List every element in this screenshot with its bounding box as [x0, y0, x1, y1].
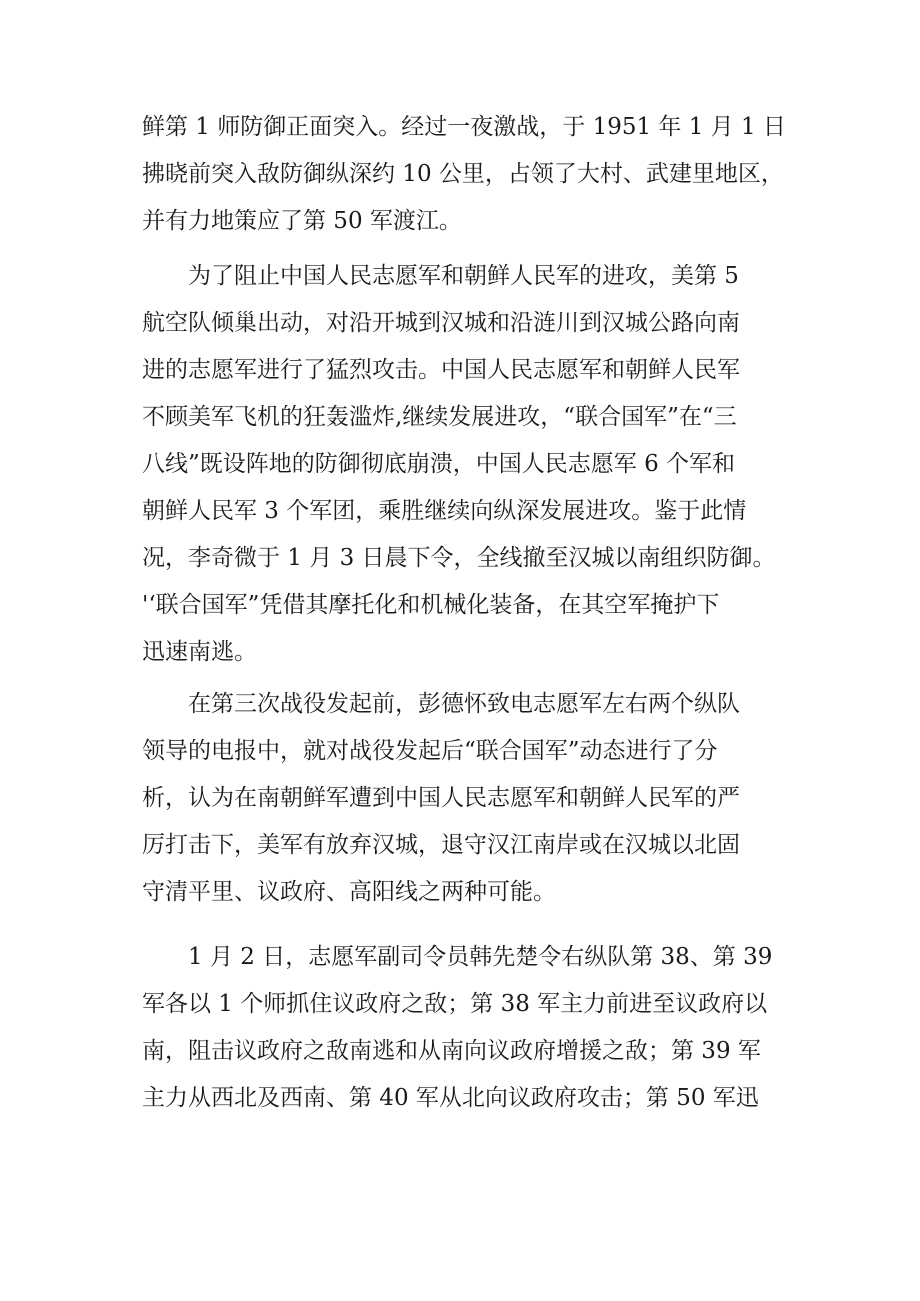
text-line: 守清平里、议政府、高阳线之两种可能。: [142, 879, 556, 905]
text-line: 主力从西北及西南、第 40 军从北向议政府攻击；第 50 军迅: [142, 1085, 759, 1111]
text-line: 迅速南逃。: [142, 639, 257, 665]
paragraph-4: [142, 934, 782, 1122]
text-line: 拂晓前突入敌防御纵深约 10 公里，占领了大村、武建里地区，: [142, 161, 784, 187]
paragraph-3: [142, 681, 782, 916]
text-line: 并有力地策应了第 50 军渡江。: [142, 208, 462, 234]
text-line: 军各以 1 个师抓住议政府之敌；第 38 军主力前进至议政府以: [142, 991, 768, 1017]
text-line: 领导的电报中，就对战役发起后“联合国军”动态进行了分: [142, 738, 718, 764]
paragraph-1: [142, 104, 786, 245]
text-line: 况，李奇微于 1 月 3 日晨下令，全线撤至汉城以南组织防御。: [142, 545, 776, 571]
text-line: 南，阻击议政府之敌南逃和从南向议政府增援之敌；第 39 军: [142, 1038, 761, 1064]
text-line: 航空队倾巢出动，对沿开城到汉城和沿涟川到汉城公路向南: [142, 310, 740, 336]
text-line: 朝鲜人民军 3 个军团，乘胜继续向纵深发展进攻。鉴于此情: [142, 498, 747, 524]
text-line: 不顾美军飞机的狂轰滥炸,继续发展进攻，“联合国军”在“三: [142, 404, 737, 430]
text-line: 在第三次战役发起前，彭德怀致电志愿军左右两个纵队: [188, 691, 740, 717]
text-line: 进的志愿军进行了猛烈攻击。中国人民志愿军和朝鲜人民军: [142, 357, 740, 383]
text-line: 1 月 2 日，志愿军副司令员韩先楚令右纵队第 38、第 39: [188, 944, 773, 970]
text-line: 鲜第 1 师防御正面突入。经过一夜激战，于 1951 年 1 月 1 日: [142, 114, 786, 140]
text-line: 析，认为在南朝鲜军遭到中国人民志愿军和朝鲜人民军的严: [142, 785, 740, 811]
paragraph-2: [142, 253, 782, 676]
text-line: 厉打击下，美军有放弃汉城，退守汉江南岸或在汉城以北固: [142, 832, 740, 858]
document-body: [142, 104, 786, 1122]
text-line: 八线”既设阵地的防御彻底崩溃，中国人民志愿军 6 个军和: [142, 451, 736, 477]
text-line: '‘联合国军”凭借其摩托化和机械化装备，在其空军掩护下: [142, 592, 720, 618]
text-line: 为了阻止中国人民志愿军和朝鲜人民军的进攻，美第 5: [188, 263, 739, 289]
